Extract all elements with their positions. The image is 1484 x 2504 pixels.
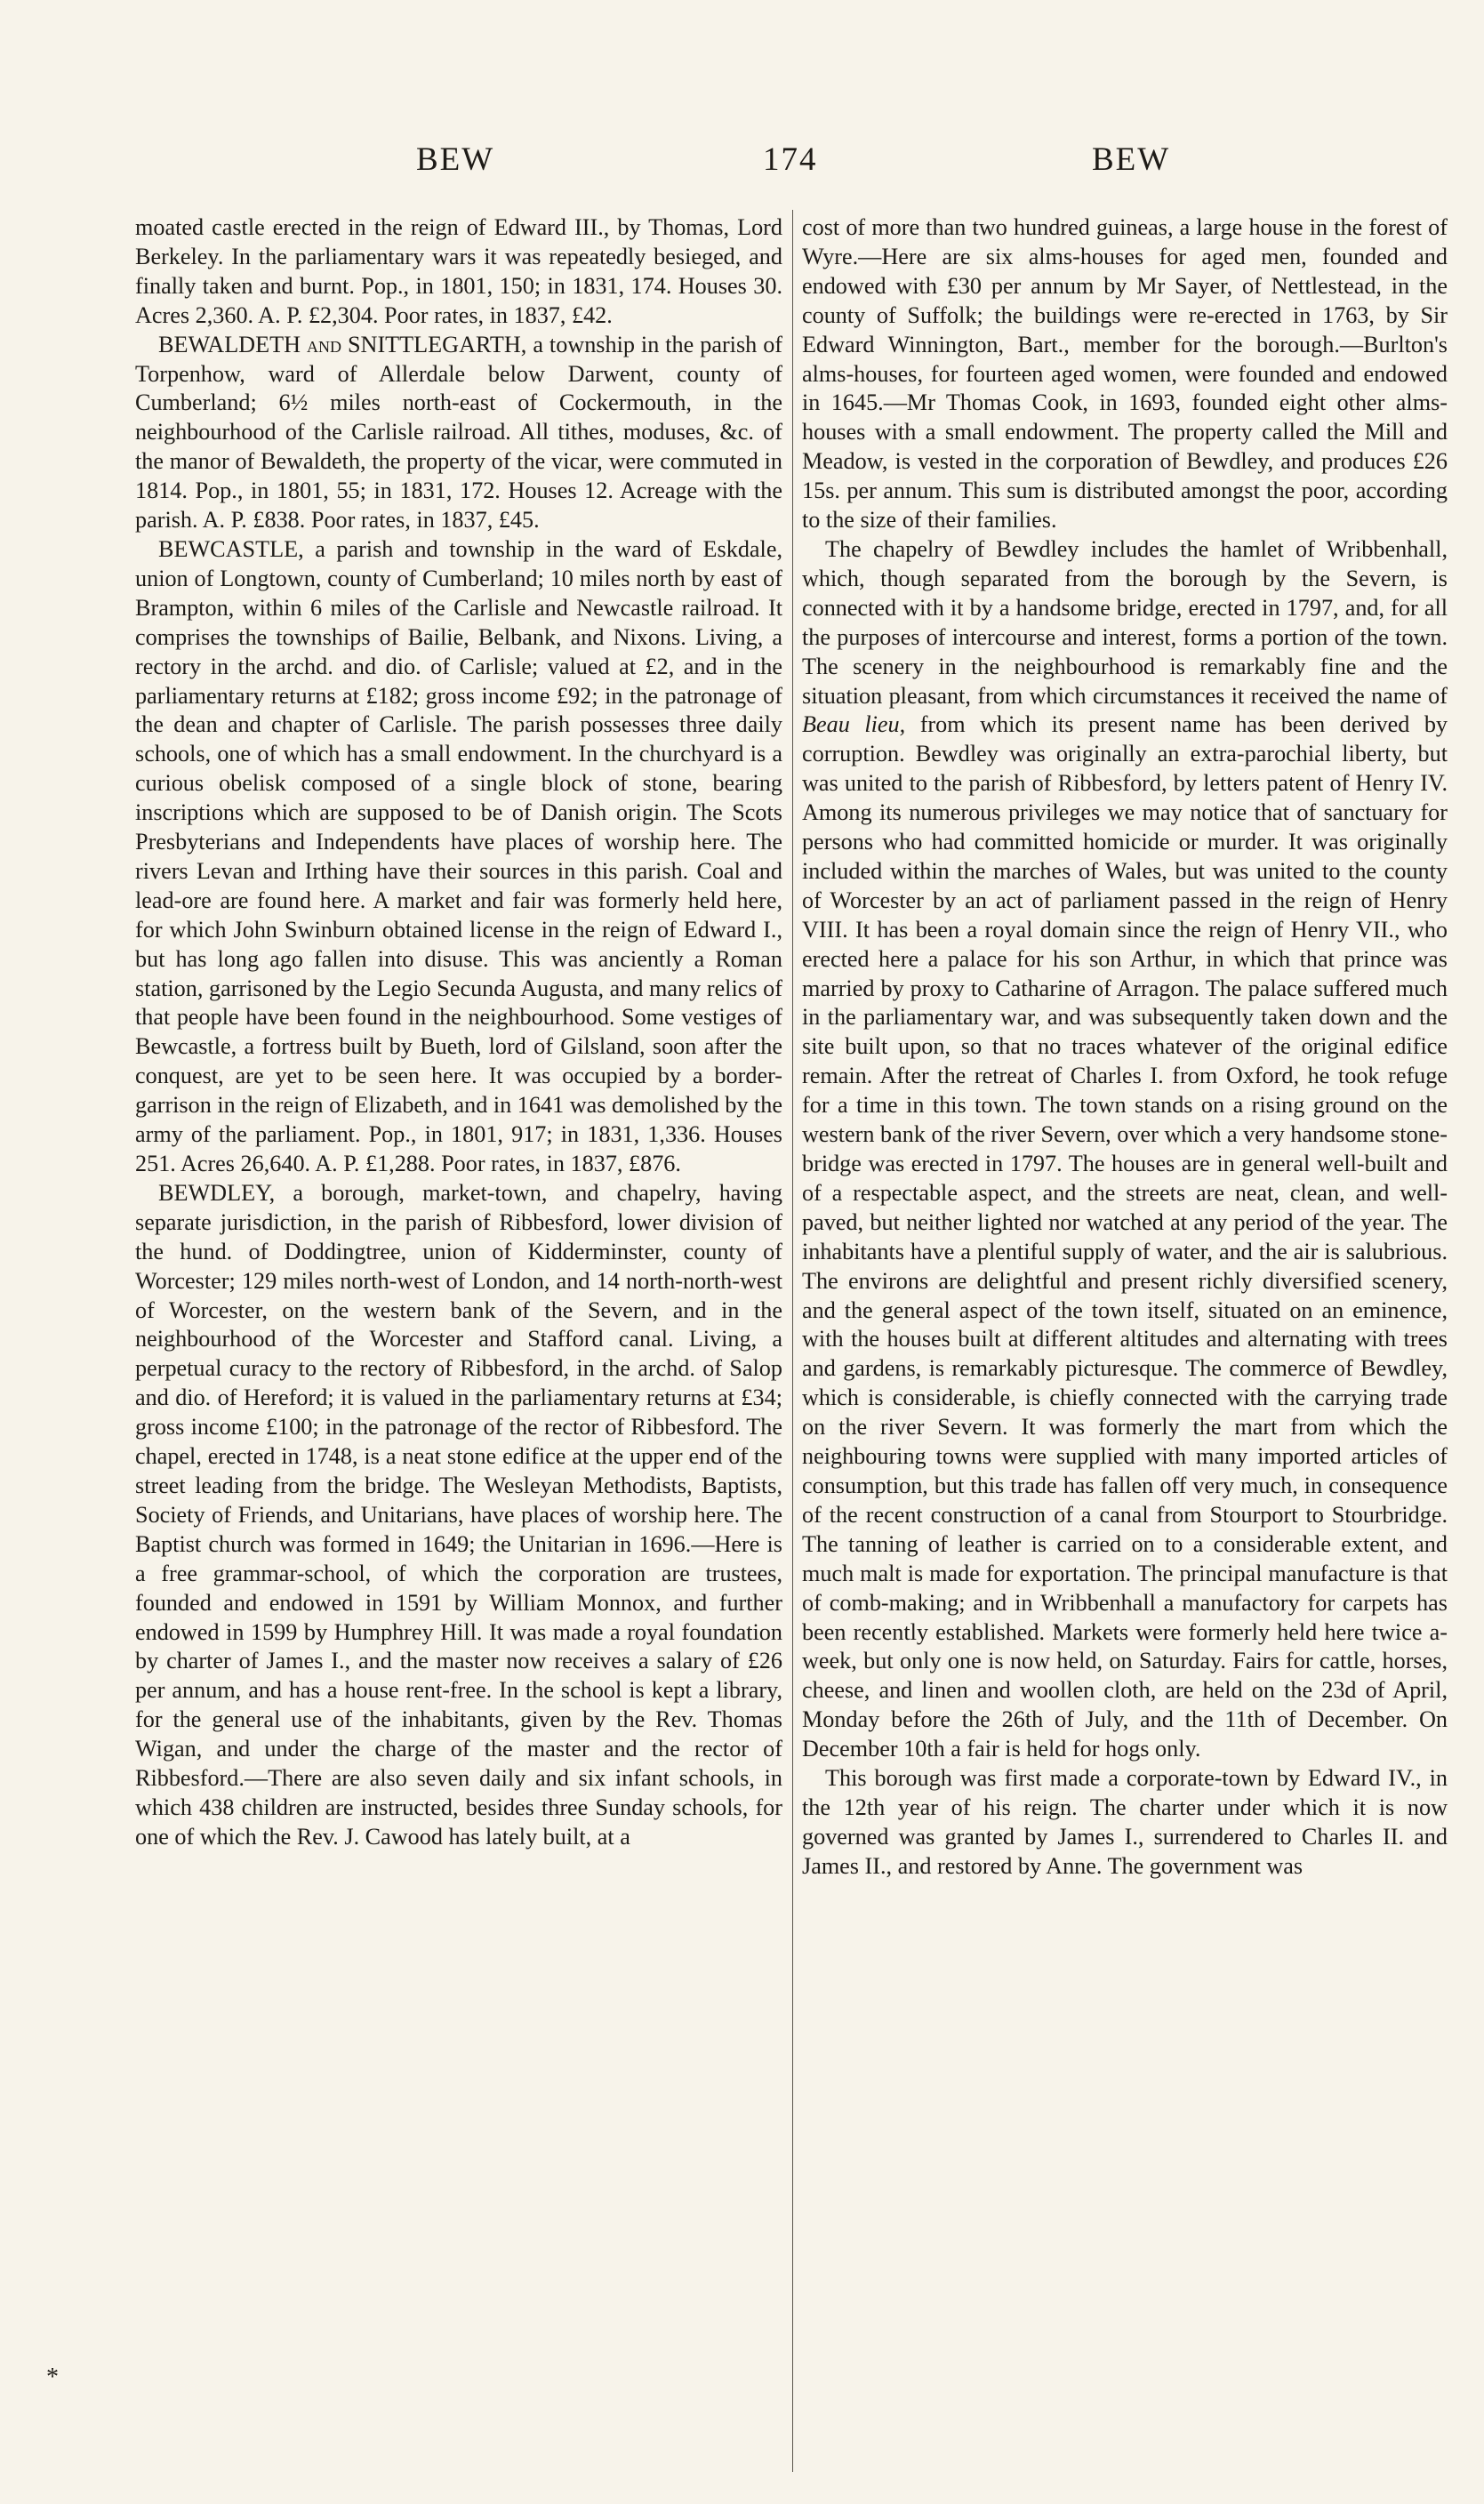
entry-bewdley	[135, 1179, 782, 1852]
chapelry-paragraph	[802, 535, 1448, 1764]
entry-headword: BEWALDETH	[158, 331, 301, 357]
page-number: 174	[763, 141, 818, 178]
entry-headword-and: and	[307, 331, 341, 357]
paragraph-text: a township in the parish of Torpenhow, ward of Allerdale below Darwent, county of Cumberland; 6½ miles north-east of Cockermouth, in the neighbourhood of the Carlisle railroad. All tithes, moduses, &c. of the manor of Bewaldeth, the property of the vicar, were commuted in 1814. Pop., in 1801, 55; in 1831, 172. Houses 12. Acreage with the parish. A. P. £838. Poor rates, in 1837, £45.	[135, 331, 783, 534]
running-header	[0, 140, 1484, 185]
entry-headword: BEWCASTLE,	[158, 535, 304, 562]
entry-headword: SNITTLEGARTH,	[347, 331, 527, 357]
entry-bewcastle	[135, 535, 782, 1179]
paragraph-text: cost of more than two hundred guineas, a large house in the forest of Wyre.—Here are six alms-houses for aged men, founded and endowed with £30 per annum by Mr Sayer, of Nettlestead, in the county of Suffolk; the buildings were re-erected in 1763, by Sir Edward Winnington, Bart., member for the borough.—Burlton's alms-houses, for fourteen aged women, were founded and endowed in 1645.—Mr Thomas Cook, in 1693, founded eight other alms-houses with a small endowment. The property called the Mill and Meadow, is vested in the corporation of Bewdley, and produces £26 15s. per annum. This sum is distributed amongst the poor, according to the size of their families.	[802, 214, 1448, 534]
paragraph-text: a parish and township in the ward of Eskdale, union of Longtown, county of Cumberland; 10 miles north by east of Brampton, within 6 miles of the Carlisle and Newcastle railroad. It comprises the townships of Bailie, Belbank, and Nixons. Living, a rectory in the archd. and dio. of Carlisle; valued at £2, and in the parliamentary returns at £182; gross income £92; in the patronage of the dean and chapter of Carlisle. The parish possesses three daily schools, one of which has a small endowment. In the churchyard is a curious obelisk composed of a single block of stone, bearing inscriptions which are supposed to be of Danish origin. The Scots Presbyterians and Independents have places of worship here. The rivers Levan and Irthing have their sources in this parish. Coal and lead-ore are found here. A market and fair was formerly held here, for which John Swinburn obtained license in the reign of Edward I., but has long ago fallen into disuse. This was anciently a Roman station, garrisoned by the Legio Secunda Augusta, and many relics of that people have been found in the neighbourhood. Some vestiges of Bewcastle, a fortress built by Bueth, lord of Gilsland, soon after the conquest, are yet to be seen here. It was occupied by a border-garrison in the reign of Elizabeth, and in 1641 was demolished by the army of the parliament. Pop., in 1801, 917; in 1831, 1,336. Houses 251. Acres 26,640. A. P. £1,288. Poor rates, in 1837, £876.	[135, 535, 782, 1176]
column-divider	[792, 210, 793, 2472]
borough-paragraph	[802, 1764, 1448, 1882]
entry-bewaldeth	[135, 331, 782, 535]
right-column	[802, 213, 1448, 1882]
paragraph-text: moated castle erected in the reign of Edward III., by Thomas, Lord Berkeley. In the parliamentary wars it was repeatedly besieged, and finally taken and burnt. Pop., in 1801, 150; in 1831, 174. Houses 30. Acres 2,360. A. P. £2,304. Poor rates, in 1837, £42.	[135, 214, 782, 328]
paragraph-text: a borough, market-town, and chapelry, having separate jurisdiction, in the parish of Ribbesford, lower division of the hund. of Doddingtree, union of Kidderminster, county of Worcester; 129 miles north-west of London, and 14 north-north-west of Worcester, on the western bank of the Severn, and in the neighbourhood of the Worcester and Stafford canal. Living, a perpetual curacy to the rectory of Ribbesford, in the archd. of Salop and dio. of Hereford; it is valued in the parliamentary returns at £34; gross income £100; in the patronage of the rector of Ribbesford. The chapel, erected in 1748, is a neat stone edifice at the upper end of the street leading from the bridge. The Wesleyan Methodists, Baptists, Society of Friends, and Unitarians, have places of worship here. The Baptist church was formed in 1649; the Unitarian in 1696.—Here is a free grammar-school, of which the corporation are trustees, founded and endowed in 1591 by William Monnox, and further endowed in 1599 by Humphrey Hill. It was made a royal foundation by charter of James I., and the master now receives a salary of £26 per annum, and has a house rent-free. In the school is kept a library, for the general use of the inhabitants, given by the Rev. Thomas Wigan, and under the charge of the master and the rector of Ribbesford.—There are also seven daily and six infant schools, in which 438 children are instructed, besides three Sunday schools, for one of which the Rev. J. Cawood has lately built, at a	[135, 1179, 782, 1850]
entry-headword: BEWDLEY,	[158, 1179, 276, 1206]
entry-continuation	[802, 213, 1448, 535]
paragraph-text: from which its present name has been derived by corruption. Bewdley was originally an extra-parochial liberty, but was united to the parish of Ribbesford, by letters patent of Henry IV. Among its numerous privileges we may notice that of sanctuary for persons who had committed homicide or murder. It was originally included within the marches of Wales, but was united to the county of Worcester by an act of parliament passed in the reign of Henry VIII. It has been a royal domain since the reign of Henry VII., who erected here a palace for his son Arthur, in which that prince was married by proxy to Catharine of Arragon. The palace suffered much in the parliamentary war, and was subsequently taken down and the site built upon, so that no traces whatever of the original edifice remain. After the retreat of Charles I. from Oxford, he took refuge for a time in this town. The town stands on a rising ground on the western bank of the river Severn, over which a very handsome stone-bridge was erected in 1797. The houses are in general well-built and of a respectable aspect, and the streets are neat, clean, and well-paved, but neither lighted nor watched at any period of the year. The inhabitants have a plentiful supply of water, and the air is salubrious. The environs are delightful and present richly diversified scenery, and the general aspect of the town itself, situated on an eminence, with the houses built at different altitudes and alternating with trees and gardens, is remarkably picturesque. The commerce of Bewdley, which is considerable, is chiefly connected with the carrying trade on the river Severn. It was formerly the mart from which the neighbouring towns were supplied with many imported articles of consumption, but this trade has fallen off very much, in consequence of the recent construction of a canal from Stourport to Stourbridge. The tanning of leather is carried on to a considerable extent, and much malt is made for exportation. The principal manufacture is that of comb-making; and in Wribbenhall a manufactory for carpets has been recently established. Markets were formerly held here twice a-week, but only one is now held, on Saturday. Fairs for cattle, horses, cheese, and linen and woollen cloth, are held on the 23d of April, Monday before the 26th of July, and the 11th of December. On December 10th a fair is held for hogs only.	[802, 711, 1448, 1762]
entry-continuation	[135, 213, 782, 331]
margin-asterisk: *	[46, 2364, 59, 2391]
header-left-word: BEW	[416, 141, 495, 178]
header-right-word: BEW	[1092, 141, 1171, 178]
paragraph-text: This borough was first made a corporate-town by Edward IV., in the 12th year of his reign. The charter under which it is now governed was granted by James I., surrendered to Charles II. and James II., and restored by Anne. The government was	[802, 1765, 1448, 1879]
paragraph-text: The chapelry of Bewdley includes the hamlet of Wribbenhall, which, though separated from the borough by the Severn, is connected with it by a handsome bridge, erected in 1797, and, for all the purposes of intercourse and interest, forms a portion of the town. The scenery in the neighbourhood is remarkably fine and the situation pleasant, from which circumstances it received the name of	[802, 535, 1448, 709]
left-column	[135, 213, 782, 1852]
italic-term: Beau lieu,	[802, 711, 906, 738]
